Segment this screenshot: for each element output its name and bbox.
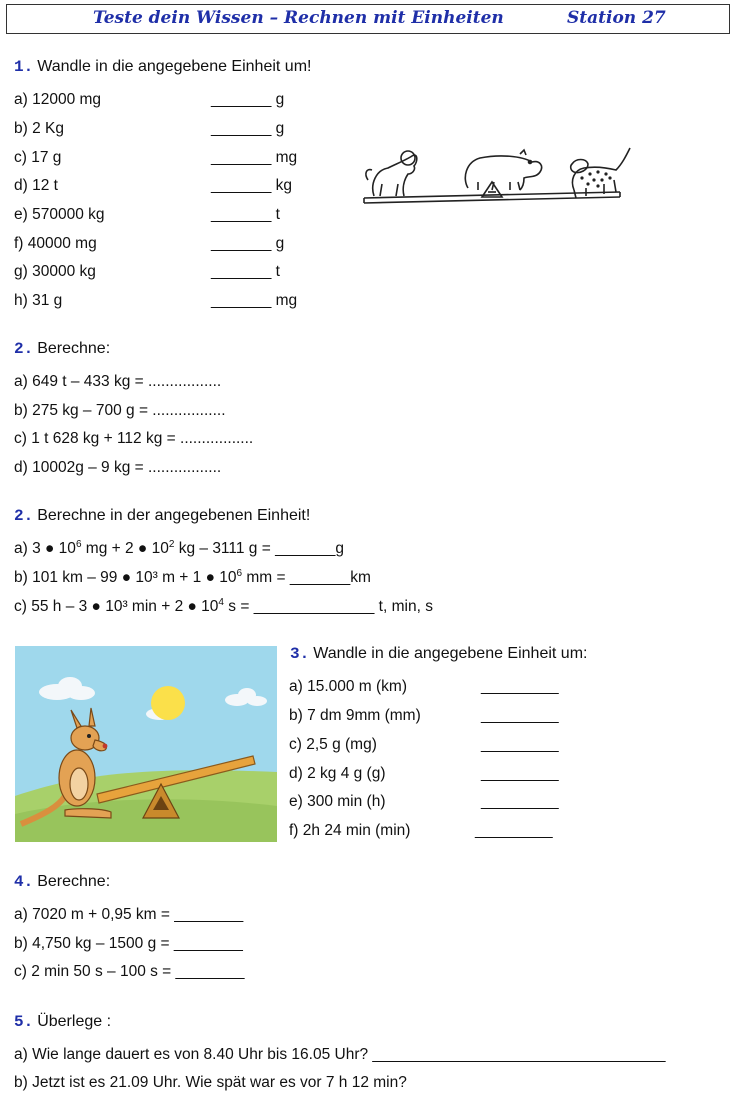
section-number: 3.: [290, 645, 310, 663]
exercise-2b-b: [14, 569, 371, 587]
section-number: 2.: [14, 507, 34, 525]
answer-blank-1b[interactable]: _______ g: [211, 120, 285, 137]
text-part: b) 101 km – 99 ● 10³ m + 1 ● 10: [14, 569, 237, 586]
exponent: 4: [218, 596, 224, 608]
text-part: kg – 3111 g = _______g: [174, 540, 345, 557]
exercise-2d: d) 10002g – 9 kg = .................: [14, 459, 222, 476]
answer-blank-3d[interactable]: _________: [481, 765, 559, 782]
worksheet-header: [6, 4, 730, 34]
exercise-3e: e) 300 min (h): [289, 793, 386, 810]
text-part: c) 55 h – 3 ● 10³ min + 2 ● 10: [14, 598, 219, 615]
exercise-5a: a) Wie lange dauert es von 8.40 Uhr bis 16.05 Uhr? __________________________________: [14, 1046, 666, 1063]
exercise-2a: a) 649 t – 433 kg = .................: [14, 373, 222, 390]
answer-blank-1c[interactable]: _______ mg: [211, 149, 298, 166]
section-5-heading: [14, 1013, 111, 1031]
text-part: a) 3 ● 10: [14, 540, 76, 557]
answer-blank-1a[interactable]: _______ g: [211, 91, 285, 108]
section-number: 1.: [14, 58, 34, 76]
exercise-1g: g) 30000 kg: [14, 263, 96, 280]
answer-blank-3a[interactable]: _________: [481, 678, 559, 695]
exercise-4c: c) 2 min 50 s – 100 s = ________: [14, 963, 245, 980]
section-number: 2.: [14, 340, 34, 358]
section-title: Berechne:: [37, 340, 111, 357]
answer-blank-1e[interactable]: _______ t: [211, 206, 280, 223]
section-2b-heading: [14, 507, 310, 525]
exercise-1f: f) 40000 mg: [14, 235, 97, 252]
answer-blank-3c[interactable]: _________: [481, 736, 559, 753]
answer-blank-1g[interactable]: _______ t: [211, 263, 280, 280]
exercise-3a: a) 15.000 m (km): [289, 678, 408, 695]
exercise-2c: c) 1 t 628 kg + 112 kg = .................: [14, 430, 254, 447]
exercise-1h: h) 31 g: [14, 292, 63, 309]
exponent: 6: [75, 538, 82, 550]
station-label: Station 27: [567, 8, 666, 28]
answer-blank-1h[interactable]: _______ mg: [211, 292, 298, 309]
answer-blank-1d[interactable]: _______ kg: [211, 177, 293, 194]
answer-blank-3b[interactable]: _________: [481, 707, 559, 724]
section-title: Wandle in die angegebene Einheit um:: [313, 645, 588, 662]
worksheet-title: Teste dein Wissen – Rechnen mit Einheiten: [93, 8, 504, 28]
text-part: s = ______________ t, min, s: [223, 598, 433, 615]
section-title: Berechne:: [37, 873, 111, 890]
text-part: mm = _______km: [242, 569, 371, 586]
answer-blank-3e[interactable]: _________: [481, 793, 559, 810]
exercise-4a: a) 7020 m + 0,95 km = ________: [14, 906, 244, 923]
section-title: Berechne in der angegebenen Einheit!: [37, 507, 311, 524]
kangaroo-seesaw-picture: [15, 646, 277, 842]
exercise-2b-a: [14, 540, 344, 558]
exercise-3f: f) 2h 24 min (min): [289, 822, 411, 839]
exercise-2b: b) 275 kg – 700 g = .................: [14, 402, 226, 419]
exercise-1c: c) 17 g: [14, 149, 62, 166]
section-title: Wandle in die angegebene Einheit um!: [37, 58, 312, 75]
exponent: 2: [168, 538, 175, 550]
exercise-3d: d) 2 kg 4 g (g): [289, 765, 386, 782]
text-part: mg + 2 ● 10: [81, 540, 169, 557]
section-3-heading: [290, 645, 587, 663]
exercise-4b: b) 4,750 kg – 1500 g = ________: [14, 935, 243, 952]
exercise-1b: b) 2 Kg: [14, 120, 64, 137]
exercise-3c: c) 2,5 g (mg): [289, 736, 377, 753]
section-2-heading: [14, 340, 110, 358]
section-number: 4.: [14, 873, 34, 891]
section-1-heading: [14, 58, 311, 76]
answer-blank-1f[interactable]: _______ g: [211, 235, 285, 252]
seesaw-animals-illustration: [360, 140, 632, 208]
exponent: 6: [236, 567, 243, 579]
section-title: Überlege :: [37, 1013, 112, 1030]
section-4-heading: [14, 873, 110, 891]
exercise-1a: a) 12000 mg: [14, 91, 102, 108]
exercise-2b-c: [14, 598, 433, 616]
exercise-3b: b) 7 dm 9mm (mm): [289, 707, 421, 724]
exercise-1d: d) 12 t: [14, 177, 58, 194]
section-number: 5.: [14, 1013, 34, 1031]
exercise-1e: e) 570000 kg: [14, 206, 105, 223]
answer-blank-3f[interactable]: _________: [475, 822, 553, 839]
exercise-5b: b) Jetzt ist es 21.09 Uhr. Wie spät war es vor 7 h 12 min?: [14, 1074, 407, 1091]
